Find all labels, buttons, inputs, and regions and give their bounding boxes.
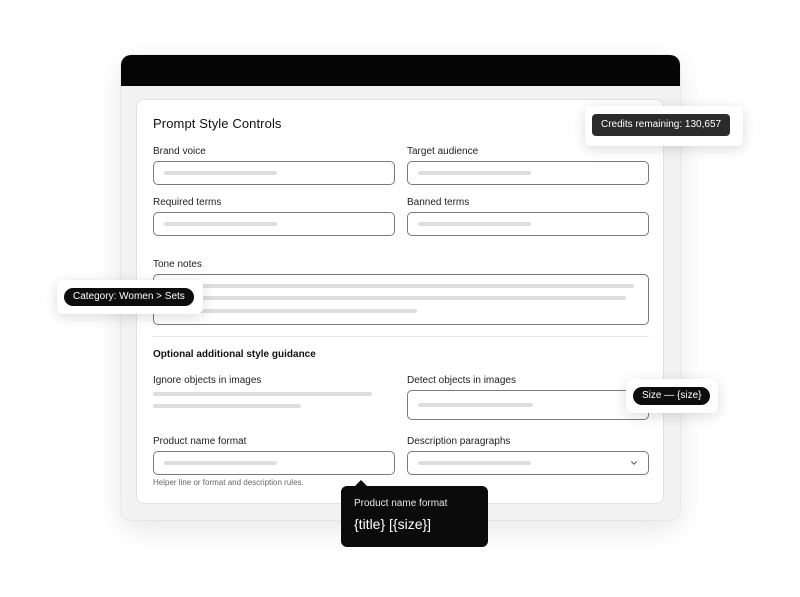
chevron-down-icon[interactable] — [630, 459, 638, 467]
helper-text: Helper line or format and description rules. — [153, 478, 304, 487]
target-audience-field[interactable] — [407, 161, 649, 185]
placeholder-line — [418, 222, 531, 226]
target-audience-label: Target audience — [407, 146, 479, 157]
credits-remaining-badge: Credits remaining: 130,657 — [592, 114, 730, 136]
brand-voice-label: Brand voice — [153, 146, 206, 157]
placeholder-line — [164, 284, 634, 288]
size-badge: Size — {size} — [633, 387, 710, 405]
banned-terms-label: Banned terms — [407, 197, 470, 208]
prompt-style-panel — [136, 99, 664, 504]
placeholder-line — [418, 171, 531, 175]
tooltip-value: {title} [{size}] — [354, 516, 432, 532]
product-name-format-tooltip — [341, 486, 488, 547]
placeholder-line — [418, 403, 533, 407]
tone-notes-textarea[interactable] — [153, 274, 649, 325]
detect-objects-field[interactable] — [407, 390, 649, 420]
required-terms-field[interactable] — [153, 212, 395, 236]
placeholder-line — [164, 461, 277, 465]
section-divider — [153, 336, 649, 337]
placeholder-line — [164, 222, 277, 226]
placeholder-line — [164, 296, 626, 300]
category-badge: Category: Women > Sets — [64, 288, 194, 306]
tooltip-arrow — [355, 480, 367, 486]
required-terms-label: Required terms — [153, 197, 222, 208]
placeholder-line — [153, 392, 372, 396]
description-paragraphs-label: Description paragraphs — [407, 436, 511, 447]
placeholder-line — [153, 404, 301, 408]
optional-section-title: Optional additional style guidance — [153, 349, 316, 360]
category-card — [57, 280, 203, 314]
size-card — [626, 379, 718, 413]
brand-voice-field[interactable] — [153, 161, 395, 185]
product-name-format-label: Product name format — [153, 436, 247, 447]
detect-objects-label: Detect objects in images — [407, 375, 516, 386]
tooltip-title: Product name format — [354, 498, 448, 509]
product-name-format-field[interactable] — [153, 451, 395, 475]
description-paragraphs-select[interactable] — [407, 451, 649, 475]
window-titlebar — [121, 55, 680, 86]
ignore-objects-label: Ignore objects in images — [153, 375, 262, 386]
placeholder-line — [418, 461, 531, 465]
credits-card — [585, 106, 743, 146]
panel-title: Prompt Style Controls — [153, 116, 282, 131]
banned-terms-field[interactable] — [407, 212, 649, 236]
placeholder-line — [164, 171, 277, 175]
tone-notes-label: Tone notes — [153, 259, 202, 270]
